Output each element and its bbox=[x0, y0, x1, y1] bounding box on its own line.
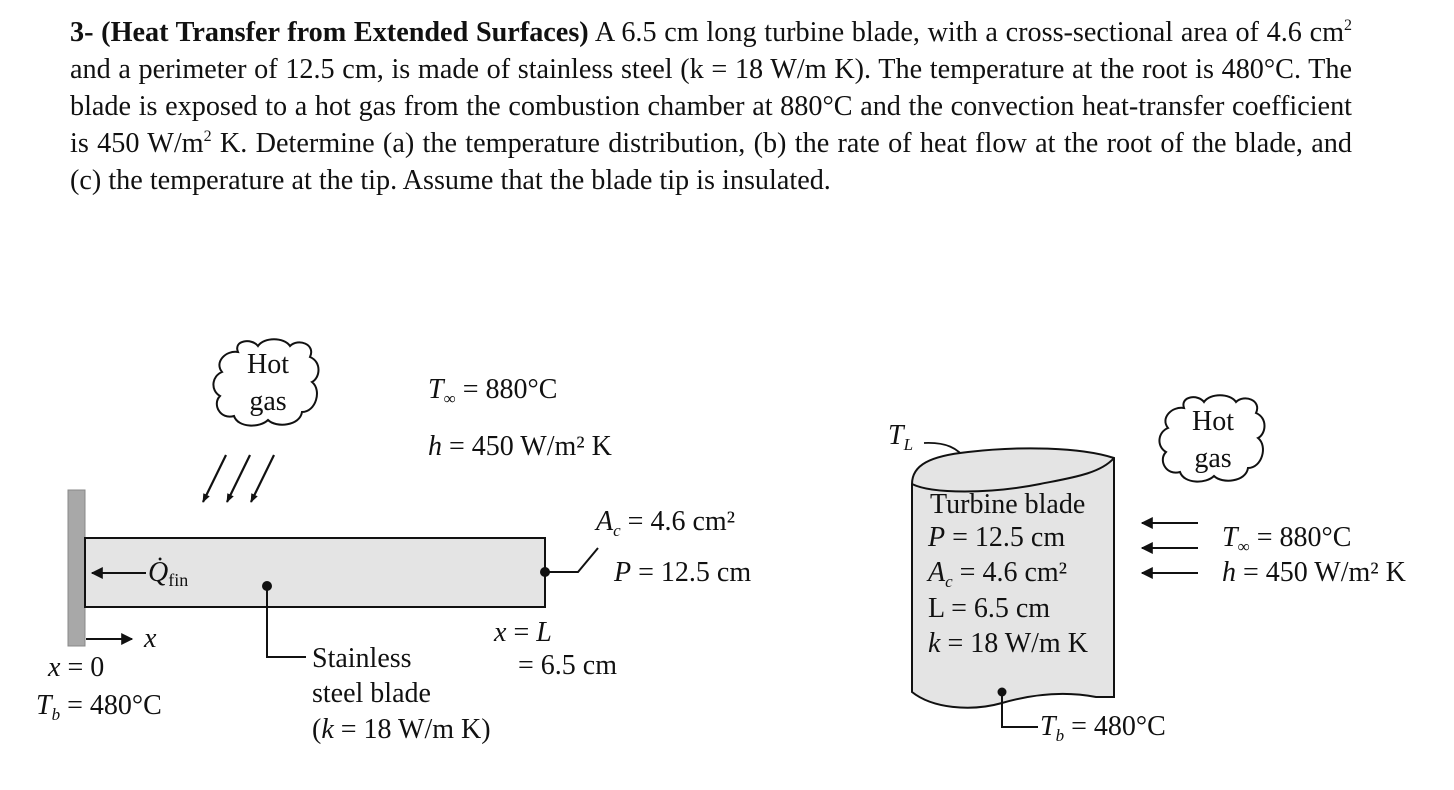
h-left: h = 450 W/m² K bbox=[428, 431, 612, 462]
h-right: h = 450 W/m² K bbox=[1222, 557, 1406, 588]
p-right: P = 12.5 cm bbox=[928, 522, 1066, 553]
tl-label: $T_L$ bbox=[888, 420, 914, 454]
tb-left: $T_b = 480^\circ C$ bbox=[36, 690, 162, 724]
right-figure bbox=[888, 395, 1406, 745]
material-line1: Stainless bbox=[312, 643, 412, 674]
gas-arrow-2 bbox=[227, 455, 250, 502]
k-right: k = 18 W/m K bbox=[928, 628, 1088, 659]
p-left: P = 12.5 cm bbox=[614, 557, 752, 588]
tb-right: $T_b = 480^\circ C$ bbox=[1040, 711, 1166, 745]
l-right: L = 6.5 cm bbox=[928, 593, 1051, 624]
material-line3: (k = 18 W/m K) bbox=[312, 714, 491, 745]
material-line2: steel blade bbox=[312, 678, 431, 709]
base-wall bbox=[68, 490, 85, 646]
blade-title: Turbine blade bbox=[930, 489, 1086, 520]
x-l-line1: x = L bbox=[494, 617, 552, 648]
t-inf-right: $T_\infty = 880^\circ C$ bbox=[1222, 522, 1352, 556]
cloud-right-line1: Hot bbox=[1192, 406, 1234, 437]
problem-text-2: and a perimeter of 12.5 cm, is made of stainless steel (k = 18 W/m K). The temperature at the root is 480°C. The blade is exposed to a hot gas from the combustion chamber at 880°C and the convection heat-transfer coefficient is 450 W/m bbox=[70, 54, 1352, 159]
tip-leader bbox=[545, 548, 598, 572]
cloud-left-line2: gas bbox=[249, 386, 287, 417]
problem-text-3: K. Determine (a) the temperature distribution, (b) the rate of heat flow at the root of the blade, and (c) the temperature at the tip. Assume that the blade tip is insulated. bbox=[70, 128, 1352, 196]
cloud-right-line2: gas bbox=[1194, 443, 1232, 474]
problem-text-1: A 6.5 cm long turbine blade, with a cross-sectional area of 4.6 cm bbox=[588, 17, 1345, 48]
problem-heading: 3- (Heat Transfer from Extended Surfaces) bbox=[70, 17, 589, 48]
x-zero-label: x = 0 bbox=[48, 652, 105, 683]
q-fin-label: Q̇fin bbox=[148, 557, 189, 590]
superscript-m2: 2 bbox=[203, 128, 212, 145]
x-l-line2: = 6.5 cm bbox=[518, 650, 617, 681]
t-inf-left: $T_\infty = 880^\circ C$ bbox=[428, 374, 558, 408]
ac-right: $A_c = 4.6$ cm² bbox=[928, 557, 1068, 591]
cloud-left-line1: Hot bbox=[247, 349, 289, 380]
left-figure bbox=[36, 339, 751, 745]
ac-left: $A_c = 4.6$ cm² bbox=[596, 506, 736, 540]
gas-arrow-1 bbox=[203, 455, 226, 502]
superscript-cm2: 2 bbox=[1344, 17, 1353, 34]
gas-arrow-3 bbox=[251, 455, 274, 502]
x-axis-label: x bbox=[144, 623, 157, 654]
